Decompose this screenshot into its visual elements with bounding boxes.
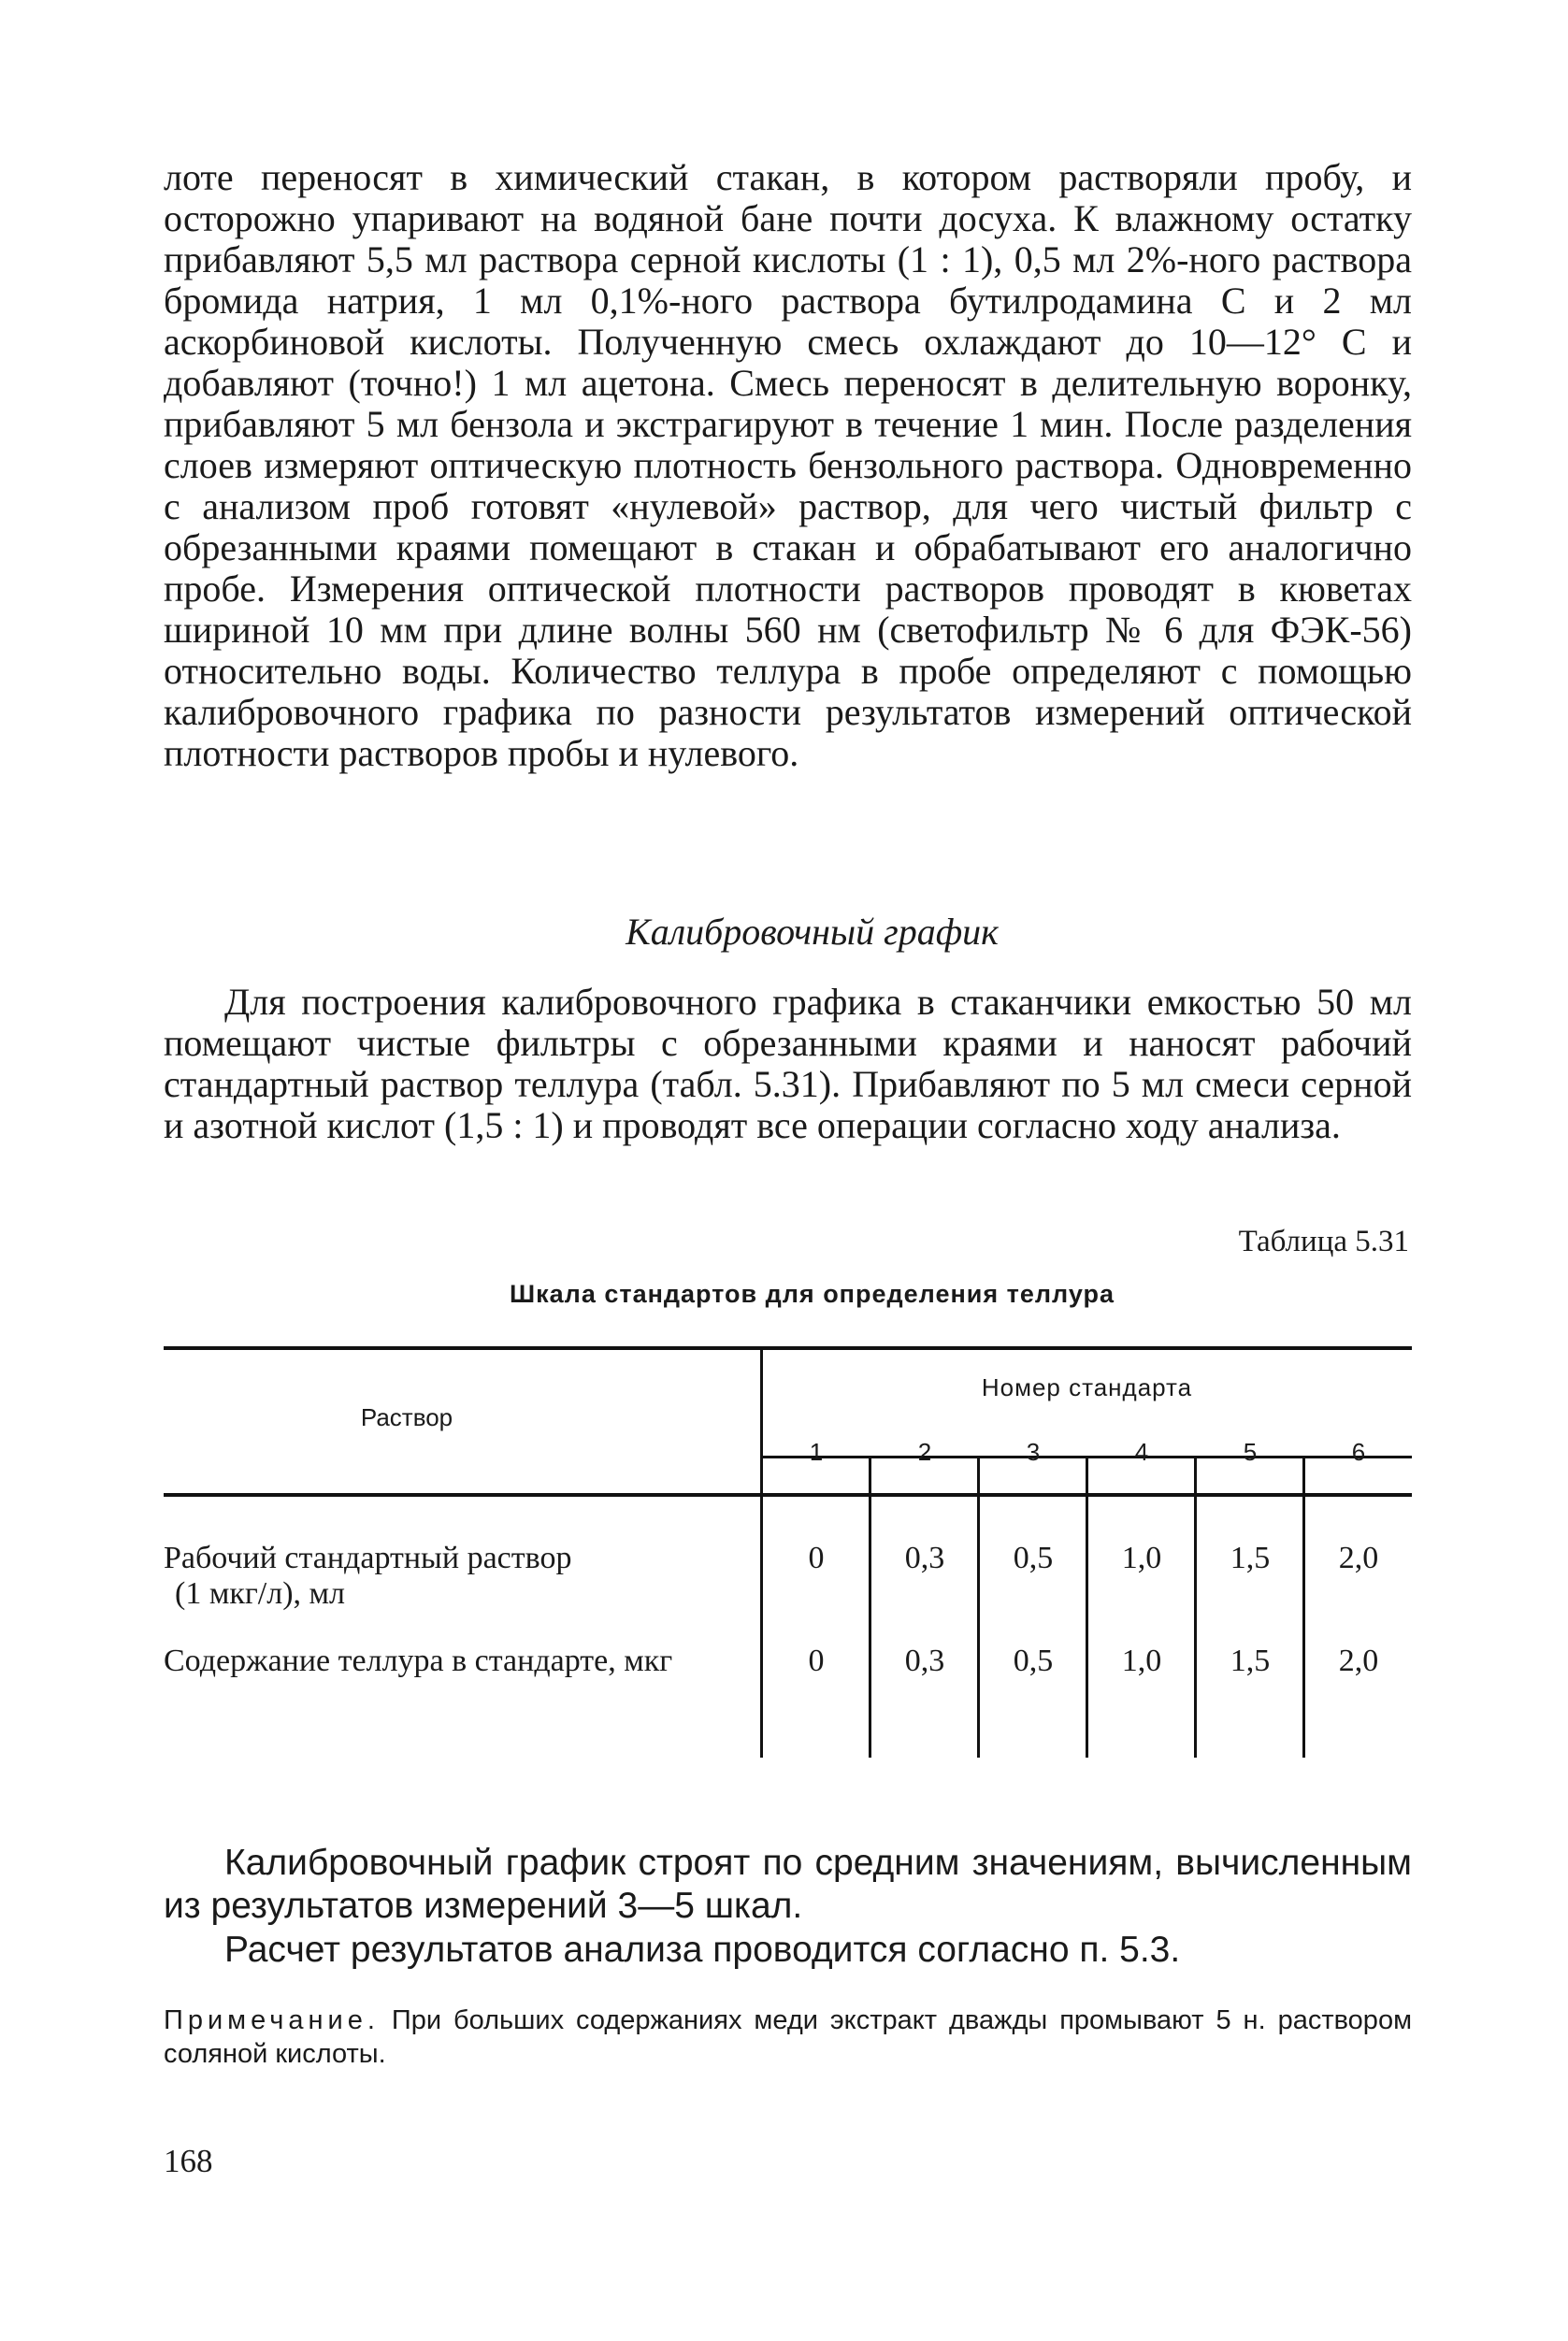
note-label: Примечание. bbox=[164, 2005, 380, 2035]
table-cell: 2,0 bbox=[1338, 1644, 1379, 1678]
table-label: Таблица 5.31 bbox=[1238, 1225, 1409, 1258]
table-cell: 0,5 bbox=[1013, 1541, 1054, 1575]
header-col-3: 3 bbox=[1026, 1438, 1041, 1466]
paragraph-1: лоте переносят в химический стакан, в котором растворяли пробу, и осторожно упаривают на водяной бане почти досуха. К влажному остатку прибавляют 5,5 мл раствора серной кислоты (1 : 1), 0,5 мл 2%-ного раствора бромида натрия, 1 мл 0,1%-ного раствора бутилродамина С и 2 мл аскорбиновой кислоты. Полученную смесь охлаждают до 10—12° С и добавляют (точно!) 1 мл ацетона. Смесь переносят в делительную воронку, прибавляют 5 мл бензола и экстрагируют в течение 1 мин. После разделения слоев измеряют оптическую плотность бензольного раствора. Одновременно с анализом проб готовят «нулевой» раствор, для чего чистый фильтр с обрезанными краями помещают в стакан и обрабатывают его аналогично пробе. Измерения оптической плотности растворов проводят в кюветах шириной 10 мм при длине волны 560 нм (светофильтр № 6 для ФЭК-56) относительно воды. Количество теллура в пробе определяют с помощью калибровочного графика по разности результатов измерений оптической плотности растворов пробы и нулевого. bbox=[164, 156, 1412, 774]
header-standard-number: Номер стандарта bbox=[981, 1373, 1193, 1401]
table-column-divider bbox=[1302, 1457, 1305, 1758]
header-col-6: 6 bbox=[1351, 1438, 1366, 1466]
row-label: Содержание теллура в стандарте, мкг bbox=[164, 1644, 673, 1678]
paragraph-4: Расчет результатов анализа проводится согласно п. 5.3. bbox=[224, 1930, 1181, 1970]
table-cell: 0 bbox=[808, 1541, 825, 1575]
section-heading: Калибровочный график bbox=[626, 911, 999, 953]
table-header-rule bbox=[164, 1493, 1412, 1497]
table-cell: 0 bbox=[808, 1644, 825, 1678]
note-text: При больших содержаниях меди экстракт дважды промывают 5 н. раствором соляной кислоты. bbox=[164, 2005, 1413, 2069]
table-column-divider bbox=[1086, 1457, 1088, 1758]
table-column-divider bbox=[1194, 1457, 1197, 1758]
table-cell: 0,3 bbox=[904, 1644, 945, 1678]
header-col-1: 1 bbox=[809, 1438, 824, 1466]
footnote bbox=[164, 2003, 1412, 2071]
header-col-2: 2 bbox=[917, 1438, 932, 1466]
table-column-divider bbox=[869, 1457, 871, 1758]
table-column-divider bbox=[977, 1457, 980, 1758]
page-number: 168 bbox=[164, 2143, 213, 2179]
row-label: Рабочий стандартный раствор bbox=[164, 1541, 572, 1575]
standards-table bbox=[164, 1346, 1412, 1758]
table-cell: 2,0 bbox=[1338, 1541, 1379, 1575]
table-top-rule bbox=[164, 1346, 1412, 1350]
paragraph-2: Для построения калибровочного графика в стаканчики емкостью 50 мл помещают чистые фильтры с обрезанными краями и наносят рабочий стандартный раствор теллура (табл. 5.31). Прибавляют по 5 мл смеси серной и азотной кислот (1,5 : 1) и проводят все операции согласно ходу анализа. bbox=[164, 981, 1412, 1146]
table-cell: 1,0 bbox=[1121, 1541, 1162, 1575]
table-cell: 1,5 bbox=[1230, 1541, 1271, 1575]
header-col-4: 4 bbox=[1134, 1438, 1149, 1466]
table-title: Шкала стандартов для определения теллура bbox=[510, 1280, 1115, 1308]
row-label-unit: (1 мкг/л), мл bbox=[175, 1576, 346, 1611]
table-cell: 1,5 bbox=[1230, 1644, 1271, 1678]
header-solution: Раствор bbox=[360, 1403, 453, 1431]
table-cell: 0,3 bbox=[904, 1541, 945, 1575]
paragraph-3: Калибровочный график строят по средним значениям, вычисленным из результатов измерений 3—5 шкал. bbox=[164, 1843, 1412, 1926]
table-cell: 0,5 bbox=[1013, 1644, 1054, 1678]
table-cell: 1,0 bbox=[1121, 1644, 1162, 1678]
header-col-5: 5 bbox=[1243, 1438, 1258, 1466]
